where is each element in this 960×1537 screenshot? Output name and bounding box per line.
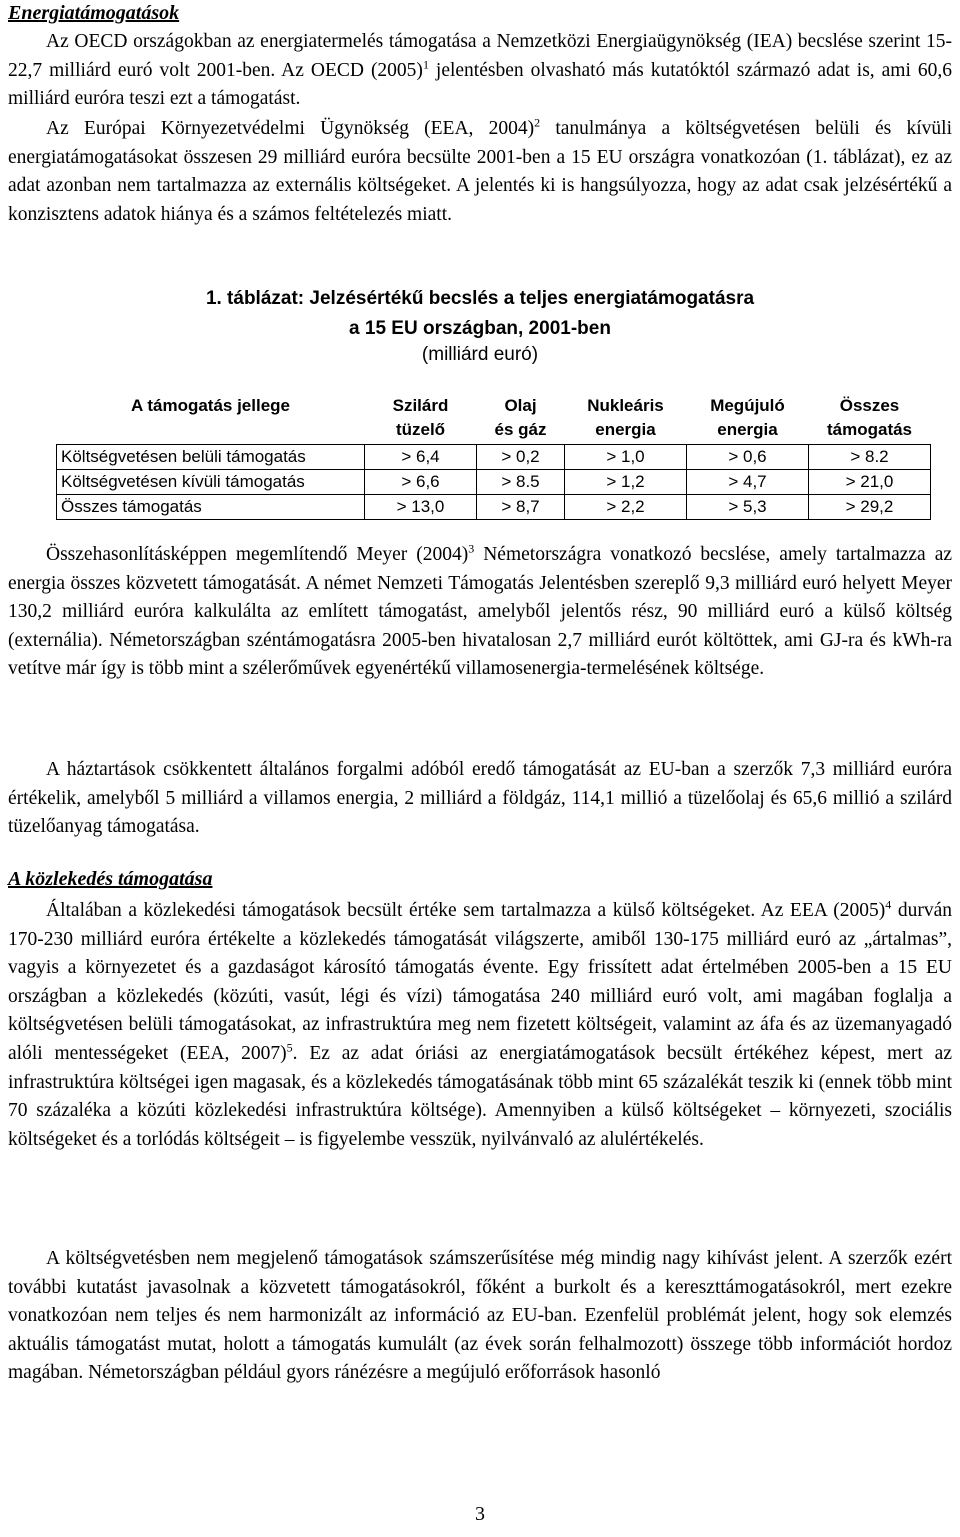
section-heading-transport-subsidies: A közlekedés támogatása (8, 868, 213, 890)
table-cell: Költségvetésen kívüli támogatás (57, 470, 365, 495)
paragraph-households-vat: A háztartások csökkentett általános forgalmi adóból eredő támogatását az EU-ban a szerzők 7,3 milliárd euróra értékelik, amelyből 5 milliárd a villamos energia, 2 milliárd a földgáz, 114,1 millió a tüzelőolaj és 65,6 millió a szilárd tüzelőanyag támogatása. (8, 759, 952, 838)
table-header-cell: Olaj és gáz (494, 396, 547, 439)
footnote-ref: 5 (286, 1040, 293, 1055)
table-cell: > 0,2 (477, 445, 565, 470)
table-cell: > 29,2 (809, 495, 931, 520)
paragraph-oecd: Az OECD országokban az energiatermelés támogatása a Nemzetközi Energiaügynökség (IEA) becslése szerint 15-22,7 milliárd euró volt 2001-ben. Az OECD $(2005)^1$ jelentésben olvasható más kutatóktól származó adat is, ami 60,6 milliárd euróra teszi ezt a támogatást. (8, 31, 952, 110)
table-cell: > 1,0 (565, 445, 687, 470)
table-header-cell: A támogatás jellege (130, 396, 291, 415)
table-caption-subtitle: a 15 EU országban, 2001-ben (349, 318, 611, 339)
table-header-cell: Szilárd tüzelő (392, 396, 449, 439)
table-cell: > 0,6 (687, 445, 809, 470)
footnote-ref: 2 (534, 115, 541, 130)
table-cell: > 6,6 (365, 470, 477, 495)
table-cell: > 8,7 (477, 495, 565, 520)
footnote-ref: 4 (885, 897, 892, 912)
table-header-cell: Megújuló energia (710, 396, 785, 439)
table-row (57, 445, 931, 470)
energy-subsidy-table (56, 392, 931, 520)
paragraph-meyer: Összehasonlításképpen megemlítendő Meyer $(2004)^3$ Németországra vonatkozó becslése, amely tartalmazza az energia összes közvetett támogatását. A német Nemzeti Támogatás Jelentésben szereplő 9,3 milliárd euró helyett Meyer 130,2 milliárd euróra kalkulálta az említett támogatást, amelyből jelentős rész, 90 milliárd euró a külső költség (externália). Németországban széntámogatásra 2005-ben hivatalosan 2,7 milliárd eurót költöttek, ami GJ-ra és kWh-ra vetítve már így is több mint a szélerőművek egyenértékű villamosenergia-termelésének költsége. (8, 541, 953, 680)
table-cell: > 8.2 (809, 445, 931, 470)
table-cell: > 21,0 (809, 470, 931, 495)
table-caption-unit: (milliárd euró) (421, 344, 539, 365)
table-row (57, 470, 931, 495)
table-caption-title: 1. táblázat: Jelzésértékű becslés a teljes energiatámogatásra (205, 288, 755, 309)
paragraph-eea: Az Európai Környezetvédelmi Ügynökség (EEA, 2004)$^2$ tanulmánya a költségvetésen belüli és kívüli energiatámogatásokat összesen 29 milliárd euróra becsülte 2001-ben a 15 EU országra vonatkozóan (1. táblázat), ez az adat azonban nem tartalmazza az externális költségeket. A jelentés ki is hangsúlyozza, hogy az adat csak jelzésértékű a konzisztens adatok hiánya és a számos feltételezés miatt. (8, 115, 952, 225)
table-cell: > 1,2 (565, 470, 687, 495)
table-cell: > 4,7 (687, 470, 809, 495)
table-cell: > 6,4 (365, 445, 477, 470)
section-heading-energy-subsidies: Energiatámogatások (8, 2, 180, 24)
table-row (57, 495, 931, 520)
table-header-cell: Nukleáris energia (587, 396, 664, 439)
table-header-cell: Összes támogatás (826, 396, 913, 439)
footnote-ref: 1 (422, 57, 429, 72)
table-cell: Költségvetésen belüli támogatás (57, 445, 365, 470)
table-cell: > 5,3 (687, 495, 809, 520)
page-number: 3 (475, 1503, 485, 1525)
table-cell: Összes támogatás (57, 495, 365, 520)
table-header-row (57, 392, 931, 445)
table-cell: > 2,2 (565, 495, 687, 520)
table-cell: > 13,0 (365, 495, 477, 520)
table-cell: > 8.5 (477, 470, 565, 495)
paragraph-budget-quantification: A költségvetésben nem megjelenő támogatások számszerűsítése még mindig nagy kihívást jelent. A szerzők ezért további kutatást javasolnak a közvetett támogatásokról, főként a burkolt és a kereszttámogatásokról, mert ezekre vonatkozóan nem teljes és nem harmonizált az információ az EU-ban. Ezenfelül problémát jelent, hogy sok elemzés aktuális támogatást mutat, holott a támogatás kumulált (az évek során felhalmozott) összege több információt hordoz magában. Németországban például gyors ránézésre a megújuló erőforrások hasonló (8, 1248, 952, 1384)
footnote-ref: 3 (468, 541, 475, 556)
paragraph-transport: Általában a közlekedési támogatások becsült értéke sem tartalmazza a külső költségeket. Az EEA $(2005)^4$ durván 170-230 milliárd euróra értékelte a közlekedés támogatását világszerte, amiből 130-175 milliárd euró az „ártalmas”, vagyis a környezetet és a gazdaságot károsító támogatás évente. Egy frissített adat értelmében 2005-ben a 15 EU országban a közlekedés (közúti, vasút, légi és vízi) támogatása 240 milliárd euró volt, ami magában foglalja a költségvetésen belüli támogatásokat, az infrastruktúra meg nem fizetett költségeit, valamint az áfa és az üzemanyagadó alóli mentességeket (EEA, 2007)$^5$. Ez az adat óriási az energiatámogatások becsült értékéhez képest, mert az infrastruktúra költségei igen magasak, és a közlekedés támogatásának több mint 65 százalékát teszik ki (ennek több mint 70 százaléka a közúti közlekedési infrastruktúra költsége). Amennyiben a külső költségeket – környezeti, szociális költségeket és a torlódás költségeit – is figyelembe vesszük, nyilvánvaló az alulértékelés. (8, 897, 952, 1150)
